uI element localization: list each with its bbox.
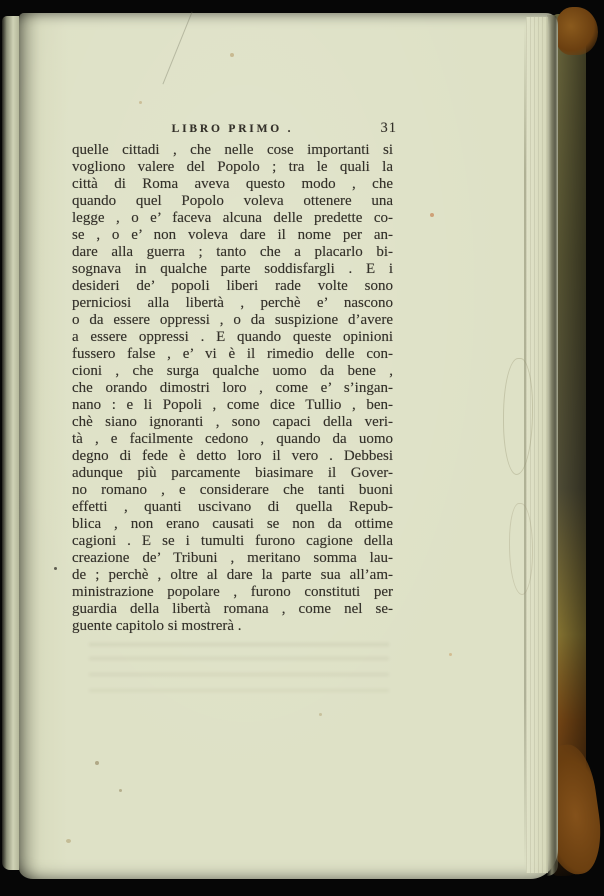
text-line: degno di fede è detto loro il vero . Debbesi — [72, 448, 393, 464]
ink-dot-artifact — [54, 567, 57, 570]
foxing-spot — [230, 53, 234, 57]
foxing-spot — [319, 713, 322, 716]
text-line: cagioni . E se i tumulti furono cagione della — [72, 533, 393, 549]
page-header — [72, 120, 397, 143]
text-line: de ; perchè , oltre al dare la parte sua all’am- — [72, 567, 393, 583]
text-line: quando quel Popolo voleva ottenere una — [72, 193, 393, 209]
scratch-artifact — [162, 12, 192, 85]
text-line: guardia della libertà romana , come nel se- — [72, 601, 393, 617]
text-line: quelle cittadi , che nelle cose importanti si — [72, 142, 393, 158]
foxing-spot — [430, 213, 434, 217]
text-line: adunque più parcamente biasimare il Gover- — [72, 465, 393, 481]
text-line: che orando dimostri loro , come e’ s’ingan- — [72, 380, 393, 396]
foxing-spot — [66, 839, 71, 843]
foxing-spot — [449, 653, 452, 656]
text-line: ministrazione popolare , furono constituti per — [72, 584, 393, 600]
text-line: a essere oppressi . E quando queste opinioni — [72, 329, 393, 345]
text-line: o da essere oppressi , o da suspizione d’avere — [72, 312, 393, 328]
text-line: creazione de’ Tribuni , meritano somma lau- — [72, 550, 393, 566]
book-page — [19, 13, 558, 879]
text-line: chè siano ignoranti , sono capaci della veri- — [72, 414, 393, 430]
text-line: blica , non erano causati se non da ottime — [72, 516, 393, 532]
running-title: LIBRO PRIMO . — [171, 123, 294, 135]
water-stain — [509, 503, 533, 595]
text-line: legge , o e’ faceva alcuna delle predette co- — [72, 210, 393, 226]
text-line: effetti , quanti uscivano di quella Repub- — [72, 499, 393, 515]
text-line: sognava in qualche parte soddisfargli . E i — [72, 261, 393, 277]
text-line: tà , e facilmente cedono , quando da uomo — [72, 431, 393, 447]
text-line: vogliono valere del Popolo ; tra le quali la — [72, 159, 393, 175]
text-line: se , o e’ non voleva dare il nome per an- — [72, 227, 393, 243]
text-line: città di Roma aveva questo modo , che — [72, 176, 393, 192]
foxing-spot — [119, 789, 122, 792]
text-line: nano : e li Popoli , come dice Tullio , ben- — [72, 397, 393, 413]
text-line: cioni , che surga qualche uomo da bene , — [72, 363, 393, 379]
text-line: dare alla guerra ; tanto che a placarlo bi- — [72, 244, 393, 260]
verso-showthrough — [89, 643, 389, 713]
body-text — [72, 142, 393, 635]
page-number: 31 — [380, 120, 397, 136]
leather-cover-corner-top — [556, 7, 598, 55]
text-line: guente capitolo si mostrerà . — [72, 618, 242, 634]
text-line: perniciosi alla libertà , perchè e’ nascono — [72, 295, 393, 311]
previous-page-edge — [2, 16, 19, 870]
foxing-spot — [95, 761, 99, 765]
foxing-spot — [139, 101, 142, 104]
page-edge-shadow — [547, 15, 558, 876]
text-line: fussero false , e’ vi è il rimedio delle con- — [72, 346, 393, 362]
text-line: desideri de’ popoli liberi rade volte sono — [72, 278, 393, 294]
text-line: no romano , e considerare che tanti buoni — [72, 482, 393, 498]
